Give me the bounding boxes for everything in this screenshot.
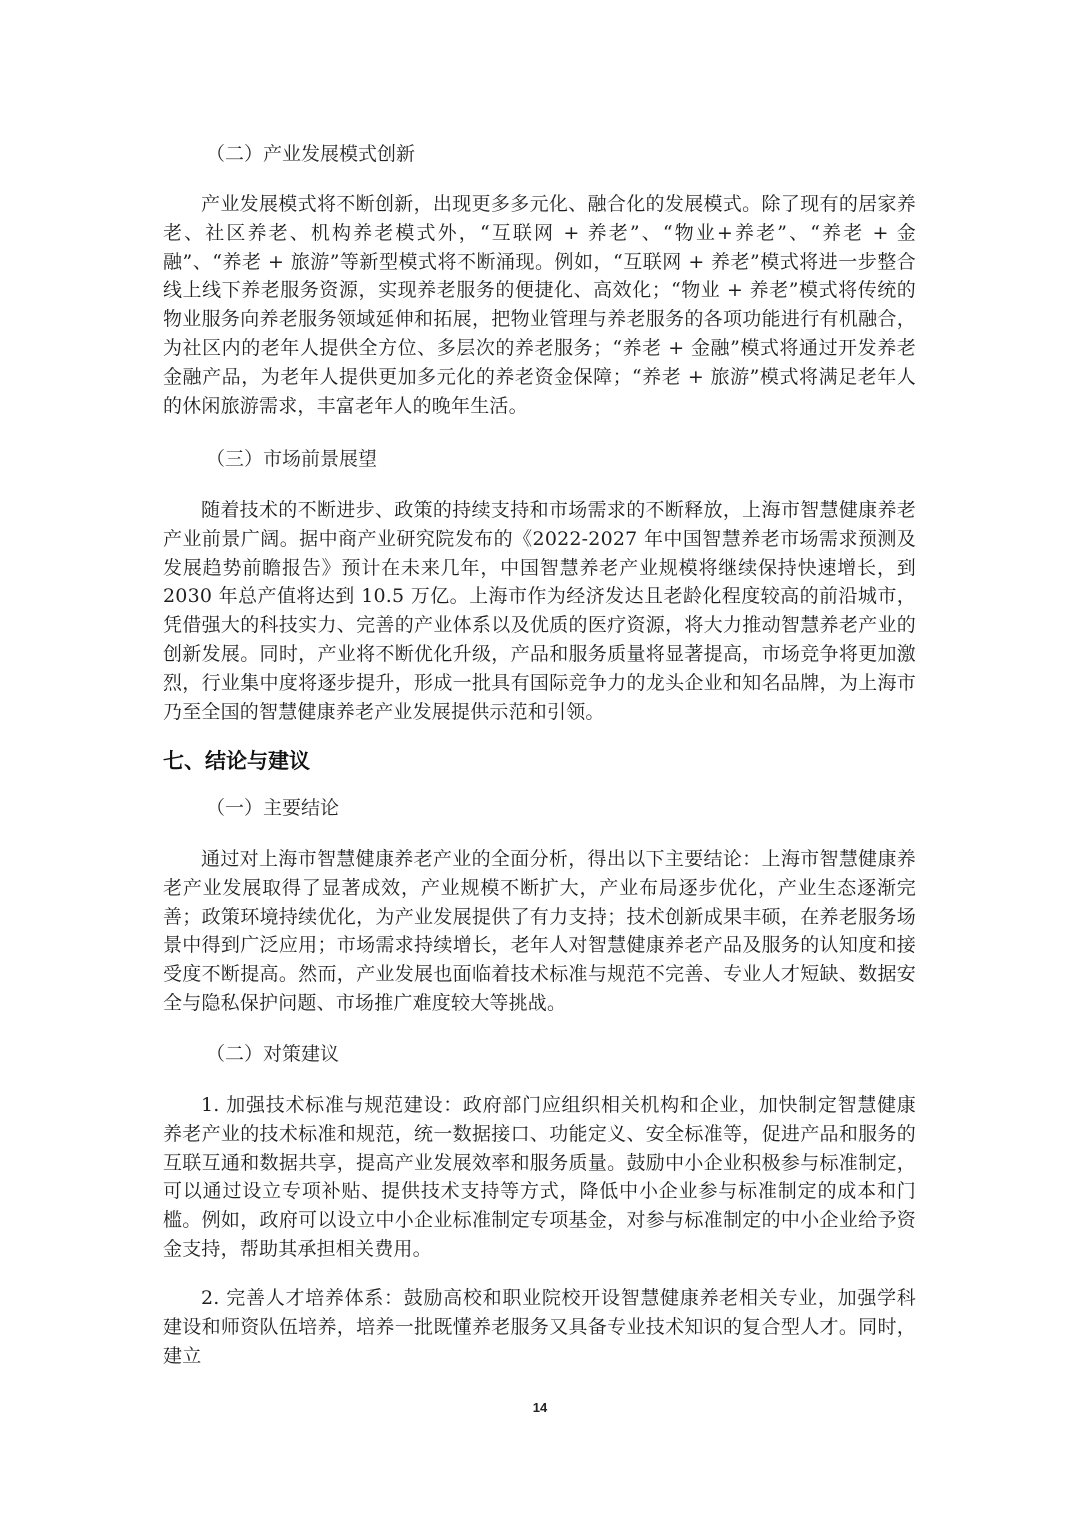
suggestion-item-2: 2. 完善人才培养体系：鼓励高校和职业院校开设智慧健康养老相关专业，加强学科建设和师资队伍培养，培养一批既懂养老服务又具备专业技术知识的复合型人才。同时，建立 (163, 1287, 916, 1367)
section-heading-market-outlook: （三）市场前景展望 (206, 448, 378, 470)
paragraph-mode-innovation: 产业发展模式将不断创新，出现更多多元化、融合化的发展模式。除了现有的居家养老、社区养老、机构养老模式外，“互联网 + 养老”、“物业+养老”、“养老 + 金融”、“养老 + 旅游”等新型模式将不断涌现。例如，“互联网 + 养老”模式将进一步整合线上线下养老服务资源，实现养老服务的便捷化、高效化；“物业 + 养老”模式将传统的物业服务向养老服务领域延伸和拓展，把物业管理与养老服务的各项功能进行有机融合，为社区内的老年人提供全方位、多层次的养老服务；“养老 + 金融”模式将通过开发养老金融产品，为老年人提供更加多元化的养老资金保障；“养老 + 旅游”模式将满足老年人的休闲旅游需求，丰富老年人的晚年生活。 (163, 193, 916, 417)
paragraph-market-outlook: 随着技术的不断进步、政策的持续支持和市场需求的不断释放，上海市智慧健康养老产业前景广阔。据中商产业研究院发布的《2022-2027 年中国智慧养老市场需求预测及发展趋势前瞻报告》预计在未来几年，中国智慧养老产业规模将继续保持快速增长，到 2030 年总产值将达到 10.5 万亿。上海市作为经济发达且老龄化程度较高的前沿城市，凭借强大的科技实力、完善的产业体系以及优质的医疗资源，将大力推动智慧养老产业的创新发展。同时，产业将不断优化升级，产品和服务质量将显著提高，市场竞争将更加激烈，行业集中度将逐步提升，形成一批具有国际竞争力的龙头企业和知名品牌，为上海市乃至全国的智慧健康养老产业发展提供示范和引领。 (163, 499, 916, 723)
section-heading-mode-innovation: （二）产业发展模式创新 (206, 143, 416, 165)
suggestion-item-1: 1. 加强技术标准与规范建设：政府部门应组织相关机构和企业，加快制定智慧健康养老产业的技术标准和规范，统一数据接口、功能定义、安全标准等，促进产品和服务的互联互通和数据共享，提高产业发展效率和服务质量。鼓励中小企业积极参与标准制定，可以通过设立专项补贴、提供技术支持等方式，降低中小企业参与标准制定的成本和门槛。例如，政府可以设立中小企业标准制定专项基金，对参与标准制定的中小企业给予资金支持，帮助其承担相关费用。 (163, 1094, 916, 1260)
section-heading-suggestions: （二）对策建议 (206, 1043, 340, 1065)
page-number: 14 (532, 1400, 548, 1415)
chapter-heading-conclusions: 七、结论与建议 (163, 749, 310, 773)
paragraph-main-conclusions: 通过对上海市智慧健康养老产业的全面分析，得出以下主要结论：上海市智慧健康养老产业发展取得了显著成效，产业规模不断扩大，产业布局逐步优化，产业生态逐渐完善；政策环境持续优化，为产业发展提供了有力支持；技术创新成果丰硕，在养老服务场景中得到广泛应用；市场需求持续增长，老年人对智慧健康养老产品及服务的认知度和接受度不断提高。然而，产业发展也面临着技术标准与规范不完善、专业人才短缺、数据安全与隐私保护问题、市场推广难度较大等挑战。 (163, 848, 916, 1014)
section-heading-main-conclusions: （一）主要结论 (206, 797, 340, 819)
